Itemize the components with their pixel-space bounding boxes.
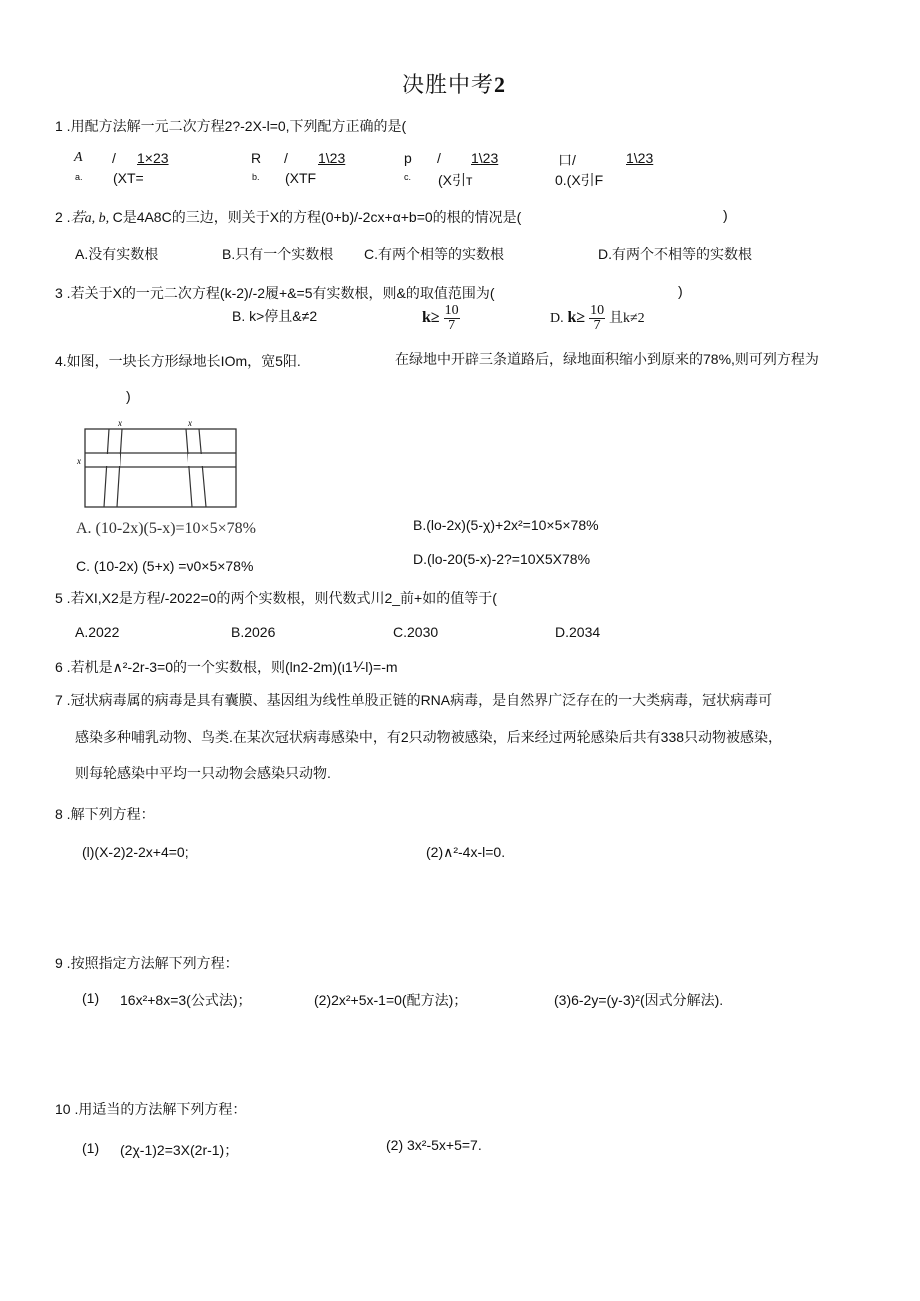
q5-option-a[interactable]: A.2022: [75, 624, 120, 640]
q3-option-c-numerator: 10: [444, 303, 459, 318]
question-5-stem: 5 .若XI,X2是方程/-2022=0的两个实数根，则代数式川2_前+如的值等于(: [55, 590, 497, 606]
q1-option-c-bottom: (X引т: [438, 172, 473, 188]
title-number: 2: [494, 72, 507, 97]
q3-option-d-label: D.: [550, 311, 564, 327]
q1-option-a-letter[interactable]: A: [74, 150, 83, 165]
q2-option-d[interactable]: D.有两个不相等的实数根: [598, 246, 752, 262]
q1-option-b-bottom: (XTF: [285, 170, 317, 186]
q9-part-1: 16x²+8x=3(公式法)；: [120, 992, 252, 1008]
fig-label-x-right: x: [188, 418, 192, 428]
q1-option-a-sub: a.: [75, 172, 83, 182]
q9-part-3: (3)6-2y=(y-3)²(因式分解法).: [554, 992, 724, 1008]
q4-answer-close: ): [126, 388, 131, 404]
q2-option-c[interactable]: C.有两个相等的实数根: [364, 246, 504, 262]
q8-part-2: (2)∧²-4x-l=0.: [426, 844, 506, 860]
q5-option-d[interactable]: D.2034: [555, 624, 601, 640]
q3-option-d-numerator: 10: [590, 303, 605, 318]
question-6: 6 .若机是∧²-2r-3=0的一个实数根，则(ln2-2m)(ι1⅟-l)=-m: [55, 659, 398, 675]
q1-option-b-letter[interactable]: R: [251, 150, 262, 166]
q3-option-d-k: k≥: [567, 309, 586, 327]
question-3-stem: 3 .若关于X的一元二次方程(k-2)/-2履+&=5有实数根，则&的取值范围为(: [55, 285, 495, 301]
question-9-stem: 9 .按照指定方法解下列方程：: [55, 955, 239, 971]
q3-option-c-fraction: [444, 304, 460, 333]
title-text: 决胜中考: [402, 72, 495, 97]
q2-option-a[interactable]: A.没有实数根: [75, 246, 159, 262]
q8-part-1: (l)(X-2)2-2x+4=0;: [82, 844, 189, 860]
q2-variables: 若a, b,: [70, 211, 113, 226]
q3-option-c[interactable]: [422, 304, 460, 333]
q4-option-a[interactable]: A. (10-2x)(5-x)=10×5×78%: [76, 520, 256, 537]
q1-option-c-letter[interactable]: p: [404, 150, 412, 166]
q10-part-1: (2χ-1)2=3X(2r-1)；: [120, 1142, 239, 1158]
q4-option-c[interactable]: C. (10-2x) (5+x) =ν0×5×78%: [76, 558, 254, 574]
question-2-stem: [55, 207, 521, 227]
q2-option-b[interactable]: B.只有一个实数根: [222, 246, 334, 262]
question-1-stem: 1 .用配方法解一元二次方程2?-2X-l=0,下列配方正确的是(: [55, 118, 407, 134]
q3-answer-close: ): [678, 283, 683, 299]
q3-option-d-tail: 且k≠2: [608, 311, 645, 327]
q2-number: 2 .: [55, 209, 71, 225]
q10-part-2: (2) 3x²-5x+5=7.: [386, 1137, 482, 1153]
question-4-stem-right: 在绿地中开辟三条道路后，绿地面积缩小到原来的78%,则可列方程为: [395, 351, 819, 367]
question-7-line-2: 感染多种哺乳动物、鸟类.在某次冠状病毒感染中，有2只动物被感染，后来经过两轮感染后共有338只动物被感染，: [75, 729, 783, 745]
question-10-stem: 10 .用适当的方法解下列方程：: [55, 1101, 247, 1117]
q5-option-c[interactable]: C.2030: [393, 624, 439, 640]
q3-option-c-denominator: 7: [448, 318, 456, 333]
fig-label-x-left: x: [118, 418, 122, 428]
q1-option-d-top: 1\23: [626, 150, 654, 166]
q5-option-b[interactable]: B.2026: [231, 624, 276, 640]
q4-option-d[interactable]: D.(lo-20(5-x)-2?=10X5X78%: [413, 551, 591, 567]
q4-option-b[interactable]: B.(lo-2x)(5-χ)+2x²=10×5×78%: [413, 517, 599, 533]
q1-option-b-top: 1\23: [318, 150, 346, 166]
question-7-line-1: 7 .冠状病毒属的病毒是具有囊膜、基因组为线性单股正链的RNA病毒，是自然界广泛存在的一大类病毒，冠状病毒可: [55, 692, 773, 708]
q9-part-2: (2)2x²+5x-1=0(配方法)；: [314, 992, 468, 1008]
q3-option-b[interactable]: B. k>停且&≠2: [232, 308, 318, 324]
q1-option-b-slash: /: [284, 150, 288, 166]
question-4-stem-left: 4.如图，一块长方形绿地长IOm，宽5阳.: [55, 353, 301, 369]
q10-part-1-label: (1): [82, 1140, 100, 1156]
q1-option-c-top: 1\23: [471, 150, 499, 166]
q3-option-d-denominator: 7: [593, 318, 601, 333]
question-7-line-3: 则每轮感染中平均一只动物会感染只动物.: [75, 765, 331, 781]
q2-answer-close: ): [723, 207, 728, 223]
q1-option-b-sub: b.: [252, 172, 260, 182]
q3-option-d[interactable]: [550, 304, 645, 333]
fig-label-x-side: x: [77, 456, 81, 466]
q1-option-d-bottom: 0.(X引F: [555, 172, 604, 188]
page-title: [402, 68, 506, 99]
q1-option-d-letter[interactable]: 口/: [558, 152, 576, 168]
q1-option-a-bottom: (XT=: [113, 170, 144, 186]
q2-stem-text: C是4A8C的三边，则关于X的方程(0+b)/-2cx+α+b=0的根的情况是(: [112, 209, 522, 225]
question-8-stem: 8 .解下列方程：: [55, 806, 155, 822]
q1-option-c-sub: c.: [404, 172, 412, 182]
q1-option-a-top: 1×23: [137, 150, 169, 166]
q1-option-a-slash: /: [112, 150, 116, 166]
q4-road-figure: [76, 413, 240, 513]
q9-part-1-label: (1): [82, 990, 100, 1006]
q3-option-c-k: k≥: [422, 309, 440, 327]
q3-option-d-fraction: [589, 304, 605, 333]
q1-option-c-slash: /: [437, 150, 441, 166]
